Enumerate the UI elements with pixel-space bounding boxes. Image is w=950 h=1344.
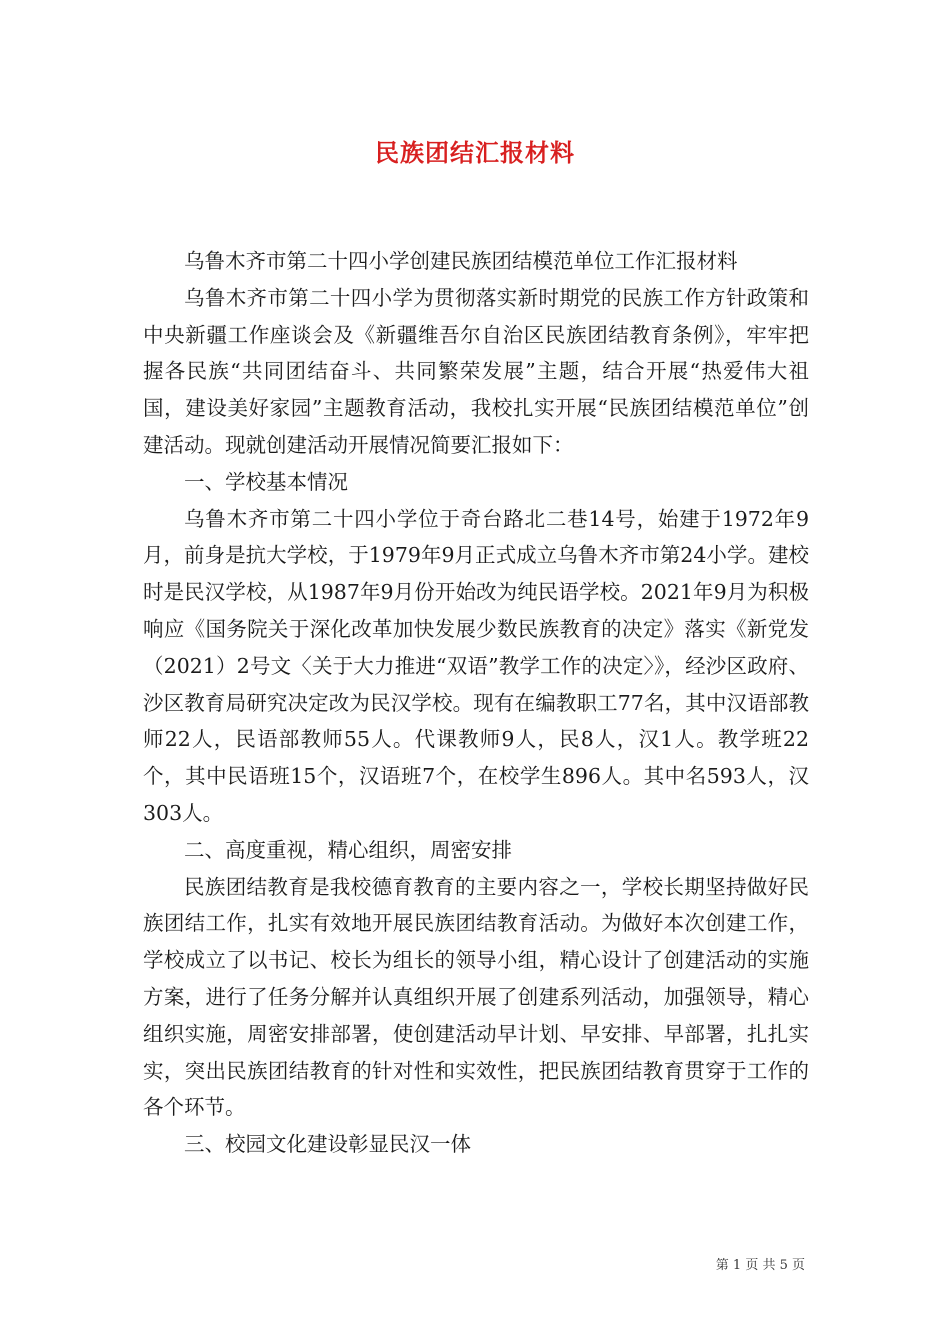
page-indicator: 第 1 页 共 5 页: [715, 1258, 805, 1273]
document-body: [143, 243, 809, 1163]
section-heading-2: 二、高度重视，精心组织，周密安排: [184, 837, 512, 862]
intro-paragraph: 乌鲁木齐市第二十四小学为贯彻落实新时期党的民族工作方针政策和中央新疆工作座谈会及《新疆维吾尔自治区民族团结教育条例》，牢牢把握各民族“共同团结奋斗、共同繁荣发展”主题，结合开展“热爱伟大祖国，建设美好家园”主题教育活动，我校扎实开展“民族团结模范单位”创建活动。现就创建活动开展情况简要汇报如下：: [143, 285, 809, 457]
section-1-paragraph: 乌鲁木齐市第二十四小学位于奇台路北二巷14号，始建于1972年9月，前身是抗大学校，于1979年9月正式成立乌鲁木齐市第24小学。建校时是民汉学校，从1987年9月份开始改为纯民语学校。2021年9月为积极响应《国务院关于深化改革加快发展少数民族教育的决定》落实《新党发（2021）2号文〈关于大力推进“双语”教学工作的决定〉》，经沙区政府、沙区教育局研究决定改为民汉学校。现有在编教职工77名，其中汉语部教师22人，民语部教师55人。代课教师9人，民8人，汉1人。教学班22个，其中民语班15个，汉语班7个，在校学生896人。其中名593人，汉303人。: [143, 506, 809, 825]
section-heading-3: 三、校园文化建设彰显民汉一体: [184, 1132, 471, 1157]
section-heading-1: 一、学校基本情况: [184, 469, 348, 494]
section-2-paragraph: 民族团结教育是我校德育教育的主要内容之一，学校长期坚持做好民族团结工作，扎实有效地开展民族团结教育活动。为做好本次创建工作，学校成立了以书记、校长为组长的领导小组，精心设计了创建活动的实施方案，进行了任务分解并认真组织开展了创建系列活动，加强领导，精心组织实施，周密安排部署，使创建活动早计划、早安排、早部署，扎扎实实，突出民族团结教育的针对性和实效性，把民族团结教育贯穿于工作的各个环节。: [143, 874, 809, 1120]
document-title: 民族团结汇报材料: [375, 138, 575, 167]
subtitle-paragraph: 乌鲁木齐市第二十四小学创建民族团结模范单位工作汇报材料: [184, 249, 738, 273]
